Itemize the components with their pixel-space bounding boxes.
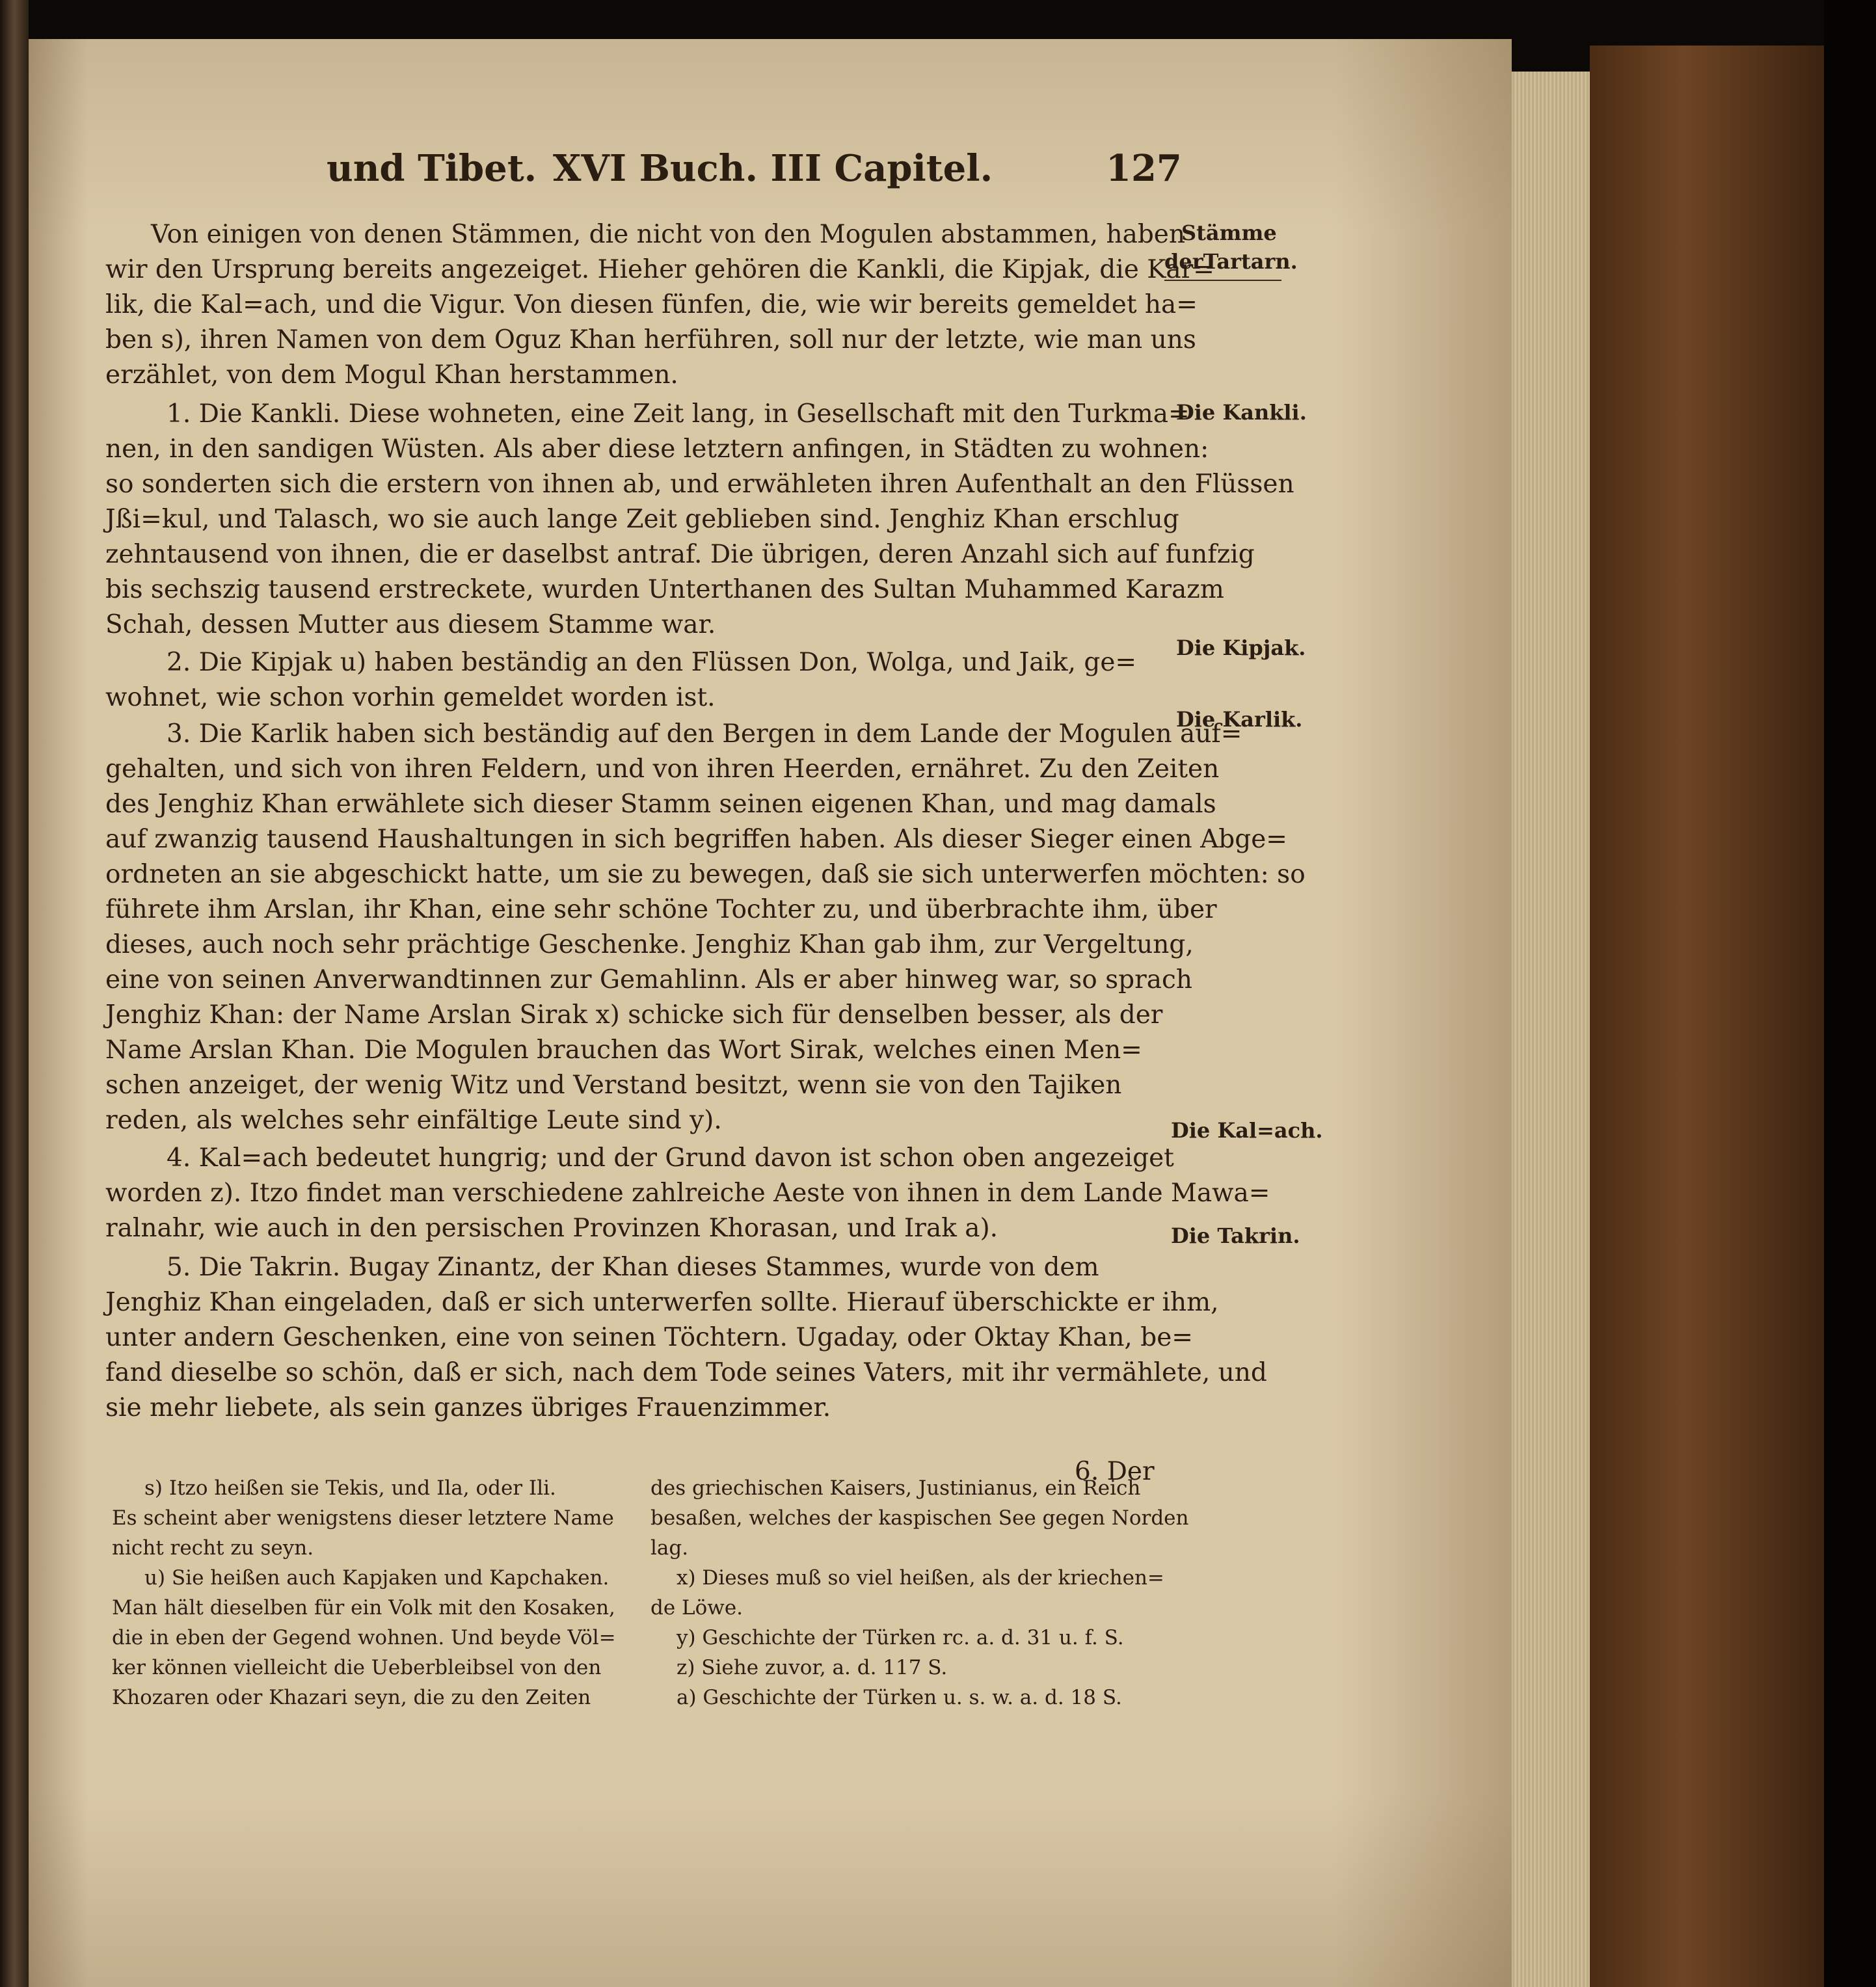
- book-spine-left: [0, 0, 29, 1987]
- body-line: wir den Ursprung bereits angezeiget. Hieher gehören die Kankli, die Kipjak, die Kar=: [105, 255, 1214, 284]
- body-line: 1. Die Kankli. Diese wohneten, eine Zeit lang, in Gesellschaft mit den Turkma=: [167, 399, 1190, 429]
- footnote-line: des griechischen Kaisers, Justinianus, ein Reich: [650, 1476, 1141, 1500]
- footnote-line: lag.: [650, 1536, 689, 1560]
- body-line: Jenghiz Khan: der Name Arslan Sirak x) schicke sich für denselben besser, als der: [105, 1000, 1163, 1030]
- margin-note-stamme: Stämme: [1181, 220, 1277, 245]
- margin-note-takrin: Die Takrin.: [1171, 1223, 1300, 1248]
- margin-note-kalach: Die Kal=ach.: [1171, 1118, 1323, 1143]
- body-line: 4. Kal=ach bedeutet hungrig; und der Grund davon ist schon oben angezeiget: [167, 1143, 1174, 1173]
- running-header-center: XVI Buch. III Capitel.: [553, 147, 993, 190]
- body-line: wohnet, wie schon vorhin gemeldet worden ist.: [105, 683, 716, 712]
- body-line: des Jenghiz Khan erwählete sich dieser Stamm seinen eigenen Khan, und mag damals: [105, 790, 1216, 819]
- body-line: lik, die Kal=ach, und die Vigur. Von diesen fünfen, die, wie wir bereits gemeldet ha=: [105, 290, 1198, 319]
- footnote-line: de Löwe.: [650, 1596, 744, 1620]
- body-line: unter andern Geschenken, eine von seinen Töchtern. Ugaday, oder Oktay Khan, be=: [105, 1323, 1193, 1352]
- footnote-line: x) Dieses muß so viel heißen, als der kriechen=: [677, 1566, 1164, 1590]
- catchword: 6. Der: [1075, 1457, 1155, 1486]
- body-line: erzählet, von dem Mogul Khan herstammen.: [105, 360, 678, 390]
- page-edges: [1512, 72, 1590, 1987]
- footnote-line: a) Geschichte der Türken u. s. w. a. d. 18 S.: [677, 1686, 1122, 1709]
- footnote-line: nicht recht zu seyn.: [112, 1536, 314, 1560]
- body-line: ordneten an sie abgeschickt hatte, um sie zu bewegen, daß sie sich unterwerfen möchten: so: [105, 860, 1306, 889]
- page-number: 127: [1106, 147, 1182, 190]
- body-line: 5. Die Takrin. Bugay Zinantz, der Khan dieses Stammes, wurde von dem: [167, 1253, 1099, 1282]
- margin-note-kankli: Die Kankli.: [1176, 400, 1307, 425]
- body-line: Name Arslan Khan. Die Mogulen brauchen das Wort Sirak, welches einen Men=: [105, 1035, 1142, 1065]
- body-line: 2. Die Kipjak u) haben beständig an den Flüssen Don, Wolga, und Jaik, ge=: [167, 648, 1137, 677]
- margin-note-kipjak: Die Kipjak.: [1176, 635, 1306, 660]
- margin-note-tartarn: derTartarn.: [1164, 249, 1298, 274]
- body-line: worden z). Itzo findet man verschiedene zahlreiche Aeste von ihnen in dem Lande Mawa=: [105, 1179, 1270, 1208]
- body-line: ralnahr, wie auch in den persischen Provinzen Khorasan, und Irak a).: [105, 1214, 998, 1243]
- footnote-line: Man hält dieselben für ein Volk mit den Kosaken,: [112, 1596, 615, 1620]
- body-line: gehalten, und sich von ihren Feldern, und von ihren Heerden, ernähret. Zu den Zeiten: [105, 754, 1220, 784]
- body-line: sie mehr liebete, als sein ganzes übriges Frauenzimmer.: [105, 1393, 831, 1422]
- body-line: zehntausend von ihnen, die er daselbst antraf. Die übrigen, deren Anzahl sich auf funfzig: [105, 540, 1255, 569]
- body-line: fand dieselbe so schön, daß er sich, nach dem Tode seines Vaters, mit ihr vermählete, und: [105, 1358, 1267, 1387]
- footnote-line: die in eben der Gegend wohnen. Und beyde Völ=: [112, 1626, 616, 1649]
- body-line: nen, in den sandigen Wüsten. Als aber diese letztern anfingen, in Städten zu wohnen:: [105, 434, 1209, 464]
- footnote-line: besaßen, welches der kaspischen See gegen Norden: [650, 1506, 1189, 1530]
- body-line: führete ihm Arslan, ihr Khan, eine sehr schöne Tochter zu, und überbrachte ihm, über: [105, 895, 1217, 924]
- running-header-left: und Tibet.: [327, 147, 537, 190]
- background-right: [1824, 0, 1876, 1987]
- body-line: Von einigen von denen Stämmen, die nicht von den Mogulen abstammen, haben: [151, 220, 1185, 249]
- body-line: eine von seinen Anverwandtinnen zur Gemahlinn. Als er aber hinweg war, so sprach: [105, 965, 1193, 994]
- body-line: bis sechszig tausend erstreckete, wurden Unterthanen des Sultan Muhammed Karazm: [105, 575, 1224, 604]
- margin-brace-rule: [1164, 280, 1281, 281]
- footnote-line: y) Geschichte der Türken rc. a. d. 31 u. f. S.: [677, 1626, 1124, 1649]
- footnote-line: s) Itzo heißen sie Tekis, und Ila, oder Ili.: [144, 1476, 556, 1500]
- footnote-line: z) Siehe zuvor, a. d. 117 S.: [677, 1656, 948, 1679]
- body-line: auf zwanzig tausend Haushaltungen in sich begriffen haben. Als dieser Sieger einen Abge=: [105, 825, 1287, 854]
- body-line: dieses, auch noch sehr prächtige Geschenke. Jenghiz Khan gab ihm, zur Vergeltung,: [105, 930, 1194, 959]
- body-line: Jenghiz Khan eingeladen, daß er sich unterwerfen sollte. Hierauf überschickte er ihm,: [105, 1288, 1219, 1317]
- body-line: so sonderten sich die erstern von ihnen ab, und erwähleten ihren Aufenthalt an den Flüssen: [105, 470, 1294, 499]
- footnote-line: u) Sie heißen auch Kapjaken und Kapchaken.: [144, 1566, 610, 1590]
- body-line: schen anzeiget, der wenig Witz und Verstand besitzt, wenn sie von den Tajiken: [105, 1071, 1122, 1100]
- footnote-line: Es scheint aber wenigstens dieser letztere Name: [112, 1506, 614, 1530]
- body-line: Jßi=kul, und Talasch, wo sie auch lange Zeit geblieben sind. Jenghiz Khan erschlug: [105, 505, 1179, 534]
- footnote-line: ker können vielleicht die Ueberbleibsel von den: [112, 1656, 602, 1679]
- book-cover-right: [1590, 46, 1824, 1987]
- margin-note-karlik: Die Karlik.: [1176, 707, 1303, 732]
- body-line: 3. Die Karlik haben sich beständig auf den Bergen in dem Lande der Mogulen auf=: [167, 719, 1242, 749]
- body-line: ben s), ihren Namen von dem Oguz Khan herführen, soll nur der letzte, wie man uns: [105, 325, 1196, 354]
- body-line: reden, als welches sehr einfältige Leute sind y).: [105, 1106, 722, 1135]
- body-line: Schah, dessen Mutter aus diesem Stamme war.: [105, 610, 716, 639]
- footnote-line: Khozaren oder Khazari seyn, die zu den Zeiten: [112, 1686, 591, 1709]
